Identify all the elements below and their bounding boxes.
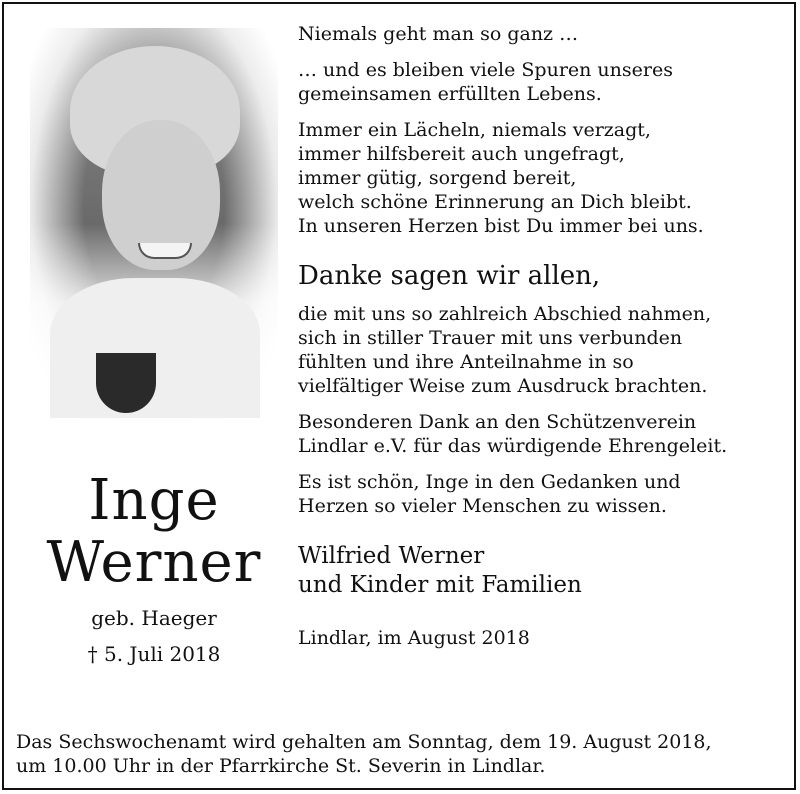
portrait-jacket xyxy=(50,278,260,418)
portrait-photo xyxy=(30,28,278,420)
poem-line-1: Niemals geht man so ganz … xyxy=(298,23,579,45)
deceased-name-block xyxy=(30,470,278,668)
death-date: † 5. Juli 2018 xyxy=(87,642,221,666)
thanks-paragraph-3: Es ist schön, Inge in den Gedanken und Herzen so vieler Menschen zu wissen. xyxy=(298,471,681,517)
last-name: Werner xyxy=(46,530,262,595)
poem-stanza-2: … und es bleiben viele Spuren unseres gemeinsamen erfüllten Lebens. xyxy=(298,59,673,105)
poem-stanza-3: Immer ein Lächeln, niemals verzagt, immer hilfsbereit auch ungefragt, immer gütig, sorgend bereit, welch schöne Erinnerung an Dich bleibt. In unseren Herzen bist Du immer bei uns. xyxy=(298,119,704,237)
thanks-paragraph-1: die mit uns so zahlreich Abschied nahmen, sich in stiller Trauer mit uns verbunden fühlten und ihre Anteilnahme in so vielfältiger Weise zum Ausdruck brachten. xyxy=(298,303,712,397)
text-column xyxy=(298,22,790,650)
birth-name: geb. Haeger xyxy=(91,606,217,630)
thanks-paragraph-2: Besonderen Dank an den Schützenverein Lindlar e.V. für das würdigende Ehrengeleit. xyxy=(298,411,728,457)
place-and-date: Lindlar, im August 2018 xyxy=(298,627,530,649)
portrait-neckline xyxy=(96,353,156,413)
thanks-heading: Danke sagen wir allen, xyxy=(298,261,601,291)
portrait-smile xyxy=(138,243,192,259)
service-announcement: Das Sechswochenamt wird gehalten am Sonntag, dem 19. August 2018, um 10.00 Uhr in der Pfarrkirche St. Severin in Lindlar. xyxy=(16,731,712,777)
first-name: Inge xyxy=(88,468,220,533)
signature: Wilfried Werner und Kinder mit Familien xyxy=(298,543,582,598)
